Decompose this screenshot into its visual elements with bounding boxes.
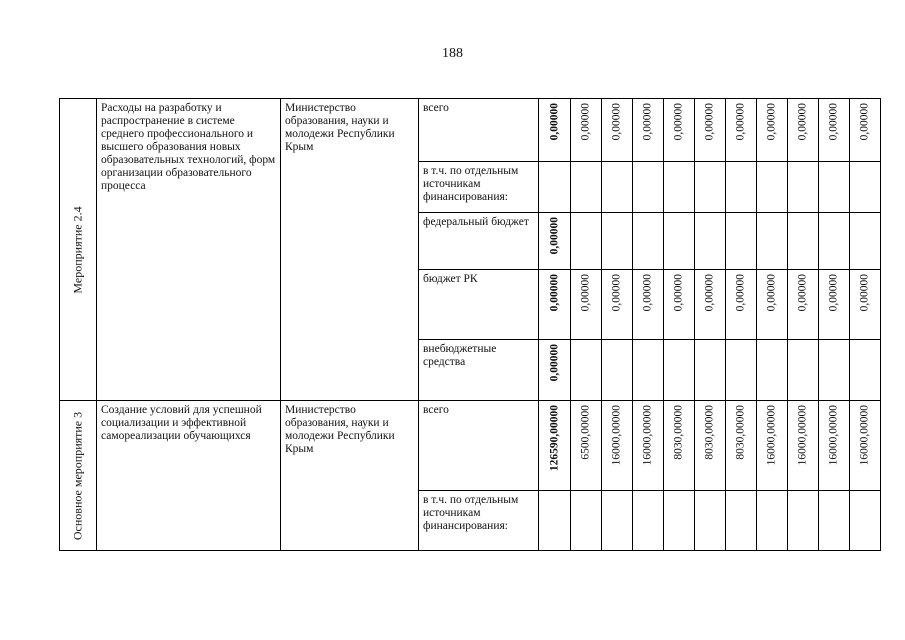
funding-source-cell — [419, 491, 539, 551]
amount-cell — [602, 270, 633, 340]
amount-cell — [539, 340, 571, 401]
amount-cell — [819, 162, 850, 213]
amount-cell — [571, 99, 602, 162]
amount-cell — [726, 213, 757, 270]
amount-cell — [571, 491, 602, 551]
amount-value: 0,00000 — [703, 274, 716, 312]
measure-label-cell — [60, 401, 97, 551]
measure-description-cell — [97, 401, 281, 551]
amount-cell — [788, 401, 819, 491]
amount-cell — [695, 270, 726, 340]
amount-value: 6500,00000 — [579, 405, 592, 460]
funding-source-cell — [419, 213, 539, 270]
amount-cell — [602, 99, 633, 162]
amount-cell — [633, 213, 664, 270]
funding-source-cell — [419, 340, 539, 401]
amount-value: 16000,00000 — [858, 405, 871, 466]
amount-value: 0,00000 — [610, 103, 623, 141]
amount-cell — [539, 99, 571, 162]
amount-cell — [726, 162, 757, 213]
amount-cell — [633, 99, 664, 162]
amount-cell — [850, 162, 881, 213]
amount-cell — [602, 213, 633, 270]
amount-cell — [819, 491, 850, 551]
amount-cell — [757, 340, 788, 401]
amount-cell — [726, 491, 757, 551]
amount-cell — [788, 491, 819, 551]
amount-cell — [788, 213, 819, 270]
amount-cell — [664, 270, 695, 340]
amount-cell — [757, 491, 788, 551]
amount-value: 16000,00000 — [610, 405, 623, 466]
amount-value: 0,00000 — [579, 274, 592, 312]
amount-value: 0,00000 — [641, 274, 654, 312]
funding-source-label: федеральный бюджет — [423, 216, 529, 228]
amount-cell — [539, 213, 571, 270]
amount-cell — [757, 270, 788, 340]
amount-value: 0,00000 — [548, 103, 560, 141]
amount-cell — [850, 99, 881, 162]
amount-cell — [850, 491, 881, 551]
amount-cell — [664, 162, 695, 213]
funding-source-label: в т.ч. по отдельным источникам финансирования: — [423, 165, 519, 203]
measure-description: Создание условий для успешной социализации и эффективной самореализации обучающихся — [101, 404, 262, 442]
amount-value: 0,00000 — [548, 274, 560, 312]
amount-cell — [633, 491, 664, 551]
amount-cell — [539, 491, 571, 551]
amount-value: 0,00000 — [734, 103, 747, 141]
amount-cell — [788, 162, 819, 213]
executor-name: Министерство образования, науки и молодежи Республики Крым — [285, 404, 395, 455]
executor-cell — [281, 401, 419, 551]
table-row — [60, 401, 881, 491]
amount-cell — [664, 491, 695, 551]
amount-value: 8030,00000 — [734, 405, 747, 460]
amount-value: 0,00000 — [703, 103, 716, 141]
measure-description-cell — [97, 99, 281, 401]
amount-cell — [633, 340, 664, 401]
amount-value: 0,00000 — [734, 274, 747, 312]
amount-cell — [726, 401, 757, 491]
funding-source-cell — [419, 270, 539, 340]
funding-source-cell — [419, 99, 539, 162]
funding-source-label: внебюджетные средства — [423, 343, 497, 368]
amount-cell — [819, 270, 850, 340]
amount-cell — [850, 340, 881, 401]
amount-cell — [726, 99, 757, 162]
amount-value: 0,00000 — [858, 274, 871, 312]
amount-cell — [695, 401, 726, 491]
amount-cell — [726, 270, 757, 340]
amount-value: 0,00000 — [672, 103, 685, 141]
amount-cell — [819, 213, 850, 270]
amount-value: 0,00000 — [610, 274, 623, 312]
amount-cell — [602, 401, 633, 491]
funding-source-cell — [419, 401, 539, 491]
measure-description: Расходы на разработку и распространение в системе среднего профессионального и высшего образования новых образовательных технологий, форм организации образовательного процесса — [101, 102, 276, 192]
amount-cell — [539, 401, 571, 491]
amount-cell — [695, 213, 726, 270]
executor-name: Министерство образования, науки и молодежи Республики Крым — [285, 102, 395, 153]
amount-value: 0,00000 — [796, 274, 809, 312]
measure-label: Основное мероприятие 3 — [70, 411, 85, 540]
funding-source-label: всего — [423, 102, 449, 114]
amount-cell — [664, 99, 695, 162]
amount-cell — [539, 162, 571, 213]
amount-cell — [695, 340, 726, 401]
amount-value: 0,00000 — [765, 103, 778, 141]
measure-label-cell — [60, 99, 97, 401]
funding-source-label: бюджет РК — [423, 273, 478, 285]
amount-value: 16000,00000 — [796, 405, 809, 466]
amount-cell — [571, 340, 602, 401]
amount-value: 8030,00000 — [703, 405, 716, 460]
amount-cell — [539, 270, 571, 340]
amount-value: 0,00000 — [548, 344, 560, 382]
amount-cell — [819, 99, 850, 162]
budget-table — [59, 98, 881, 551]
measure-label: Мероприятие 2.4 — [70, 205, 85, 294]
amount-cell — [726, 340, 757, 401]
amount-cell — [819, 340, 850, 401]
funding-source-label: в т.ч. по отдельным источникам финансирования: — [423, 494, 519, 532]
amount-value: 16000,00000 — [765, 405, 778, 466]
amount-cell — [850, 213, 881, 270]
amount-cell — [788, 340, 819, 401]
amount-cell — [571, 401, 602, 491]
amount-cell — [757, 162, 788, 213]
funding-source-cell — [419, 162, 539, 213]
amount-cell — [757, 401, 788, 491]
amount-cell — [664, 401, 695, 491]
amount-cell — [664, 213, 695, 270]
amount-cell — [850, 401, 881, 491]
amount-cell — [602, 491, 633, 551]
amount-cell — [633, 270, 664, 340]
amount-cell — [602, 162, 633, 213]
amount-value: 0,00000 — [548, 217, 560, 255]
amount-cell — [695, 162, 726, 213]
amount-value: 8030,00000 — [672, 405, 685, 460]
amount-cell — [633, 401, 664, 491]
executor-cell — [281, 99, 419, 401]
amount-value: 0,00000 — [579, 103, 592, 141]
amount-value: 0,00000 — [827, 103, 840, 141]
amount-cell — [571, 162, 602, 213]
amount-cell — [695, 99, 726, 162]
amount-value: 0,00000 — [858, 103, 871, 141]
amount-cell — [757, 213, 788, 270]
amount-value: 126590,00000 — [548, 405, 560, 472]
amount-value: 0,00000 — [672, 274, 685, 312]
table-row — [60, 99, 881, 162]
amount-value: 0,00000 — [796, 103, 809, 141]
page-number: 188 — [442, 46, 463, 61]
amount-value: 16000,00000 — [827, 405, 840, 466]
funding-source-label: всего — [423, 404, 449, 416]
amount-cell — [571, 213, 602, 270]
amount-cell — [664, 340, 695, 401]
amount-value: 16000,00000 — [641, 405, 654, 466]
amount-value: 0,00000 — [641, 103, 654, 141]
amount-value: 0,00000 — [765, 274, 778, 312]
amount-cell — [788, 99, 819, 162]
amount-cell — [633, 162, 664, 213]
amount-value: 0,00000 — [827, 274, 840, 312]
amount-cell — [571, 270, 602, 340]
amount-cell — [850, 270, 881, 340]
amount-cell — [819, 401, 850, 491]
amount-cell — [695, 491, 726, 551]
amount-cell — [757, 99, 788, 162]
amount-cell — [602, 340, 633, 401]
amount-cell — [788, 270, 819, 340]
